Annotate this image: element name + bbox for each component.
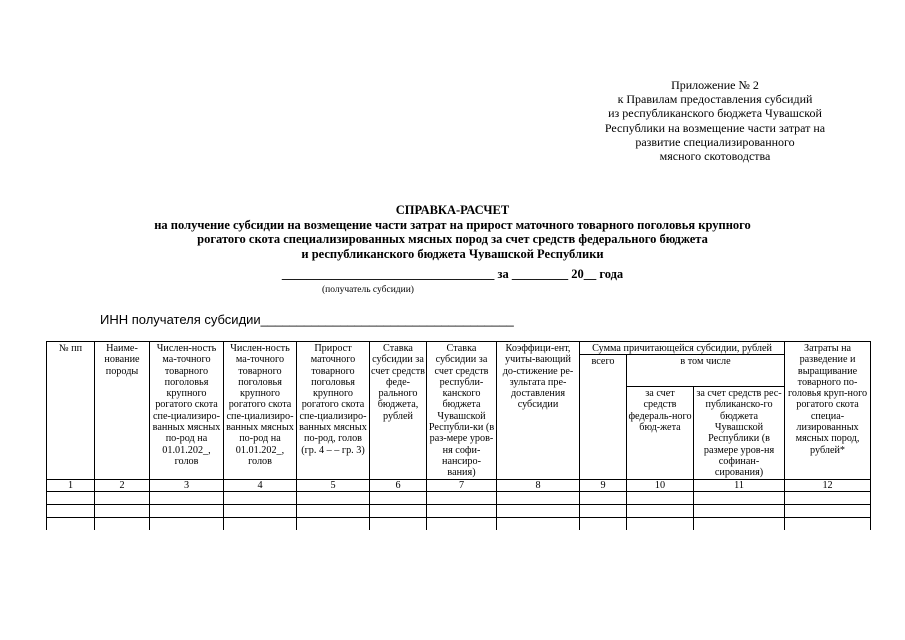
table-cell: [150, 491, 224, 504]
title-line: и республиканского бюджета Чувашской Республики: [301, 246, 604, 261]
table-cell: [427, 504, 497, 517]
column-number: 12: [785, 479, 871, 491]
calculation-table: [46, 341, 871, 530]
table-cell: [785, 491, 871, 504]
table-cell: [297, 504, 370, 517]
header-cell-costs: Затраты на разведение и выращивание товарного по-головья круп-ного рогатого скота специа-лизированных мясных пород, рублей*: [785, 342, 871, 480]
header-cell-regional-rate: Ставка субсидии за счет средств республи-канского бюджета Чувашской Республи-ки (в раз-мере уров-ня софи-нансиро-вания): [427, 342, 497, 480]
table-cell: [427, 491, 497, 504]
table-cell: [224, 517, 297, 530]
table-row: [47, 491, 871, 504]
table-row: [47, 517, 871, 530]
column-number: 2: [95, 479, 150, 491]
table-cell: [150, 504, 224, 517]
table-cell: [95, 491, 150, 504]
header-cell-breed: Наиме-нование породы: [95, 342, 150, 480]
header-cell-regional-sum: за счет средств рес-публиканско-го бюджета Чувашской Республики (в размере уров-ня софинан-сирования): [694, 387, 785, 479]
table-row: [47, 504, 871, 517]
header-row-top: [47, 342, 871, 355]
inn-line: ИНН получателя субсидии___________________________________: [100, 312, 514, 327]
table-cell: [694, 504, 785, 517]
table-cell: [580, 504, 627, 517]
appendix-line: Республики на возмещение части затрат на: [604, 120, 826, 135]
table-cell: [297, 517, 370, 530]
title-heading: СПРАВКА-РАСЧЕТ: [395, 203, 510, 217]
table-cell: [785, 517, 871, 530]
table-cell: [627, 504, 694, 517]
table-cell: [580, 491, 627, 504]
title-line: рогатого скота специализированных мясных пород за счет средств федерального бюджета: [197, 232, 708, 247]
appendix-line: из республиканского бюджета Чувашской: [608, 106, 822, 121]
column-number: 4: [224, 479, 297, 491]
column-number: 6: [370, 479, 427, 491]
table-cell: [694, 517, 785, 530]
title-line: на получение субсидии на возмещение части затрат на прирост маточного товарного поголовья крупного: [154, 217, 751, 232]
table-cell: [47, 517, 95, 530]
header-cell-federal-sum: за счет средств федераль-ного бюд-жета: [627, 387, 694, 479]
table-cell: [497, 491, 580, 504]
column-number: 3: [150, 479, 224, 491]
column-number: 10: [627, 479, 694, 491]
table-cell: [627, 517, 694, 530]
table-cell: [370, 517, 427, 530]
column-number: 8: [497, 479, 580, 491]
column-number: 7: [427, 479, 497, 491]
header-cell-count-end: Числен-ность ма-точного товарного поголовья крупного рогатого скота спе-циализиро-ванных мясных по-род на 01.01.202_, голов: [224, 342, 297, 480]
header-cell-num: № пп: [47, 342, 95, 480]
table-cell: [95, 517, 150, 530]
column-number-row: [47, 479, 871, 491]
appendix-line: мясного скотоводства: [659, 149, 771, 164]
header-cell-sum-group: Сумма причитающейся субсидии, рублей: [580, 342, 785, 355]
table-cell: [694, 491, 785, 504]
document-title: [0, 203, 905, 261]
table-cell: [497, 517, 580, 530]
column-number: 9: [580, 479, 627, 491]
table-cell: [785, 504, 871, 517]
table-cell: [95, 504, 150, 517]
recipient-line: __________________________________ за _________ 20__ года: [281, 267, 624, 281]
header-cell-federal-rate: Ставка субсидии за счет средств феде-рального бюджета, рублей: [370, 342, 427, 480]
table-cell: [370, 504, 427, 517]
header-cell-growth: Прирост маточного товарного поголовья крупного рогатого скота спе-циализиро-ванных мясных по-род, голов (гр. 4 – – гр. 3): [297, 342, 370, 480]
column-number: 1: [47, 479, 95, 491]
table-cell: [150, 517, 224, 530]
appendix-line: к Правилам предоставления субсидий: [617, 92, 813, 107]
recipient-caption: (получатель субсидии): [322, 285, 414, 295]
table-cell: [627, 491, 694, 504]
column-number: 5: [297, 479, 370, 491]
table-cell: [370, 491, 427, 504]
header-cell-count-start: Числен-ность ма-точного товарного поголовья крупного рогатого скота спе-циализиро-ванных мясных по-род на 01.01.202_, голов: [150, 342, 224, 480]
table-cell: [47, 491, 95, 504]
header-cell-coefficient: Коэффици-ент, учиты-вающий до-стижение ре-зультата пре-доставления субсидии: [497, 342, 580, 480]
appendix-line: Приложение № 2: [671, 78, 759, 92]
table-cell: [297, 491, 370, 504]
table-cell: [224, 504, 297, 517]
table-cell: [47, 504, 95, 517]
appendix-block: [570, 78, 860, 163]
appendix-line: развитие специализированного: [635, 134, 795, 149]
table-cell: [224, 491, 297, 504]
header-cell-including: в том числе: [627, 355, 785, 387]
table-cell: [497, 504, 580, 517]
header-cell-total: всего: [580, 355, 627, 479]
column-number: 11: [694, 479, 785, 491]
table-cell: [427, 517, 497, 530]
table-cell: [580, 517, 627, 530]
